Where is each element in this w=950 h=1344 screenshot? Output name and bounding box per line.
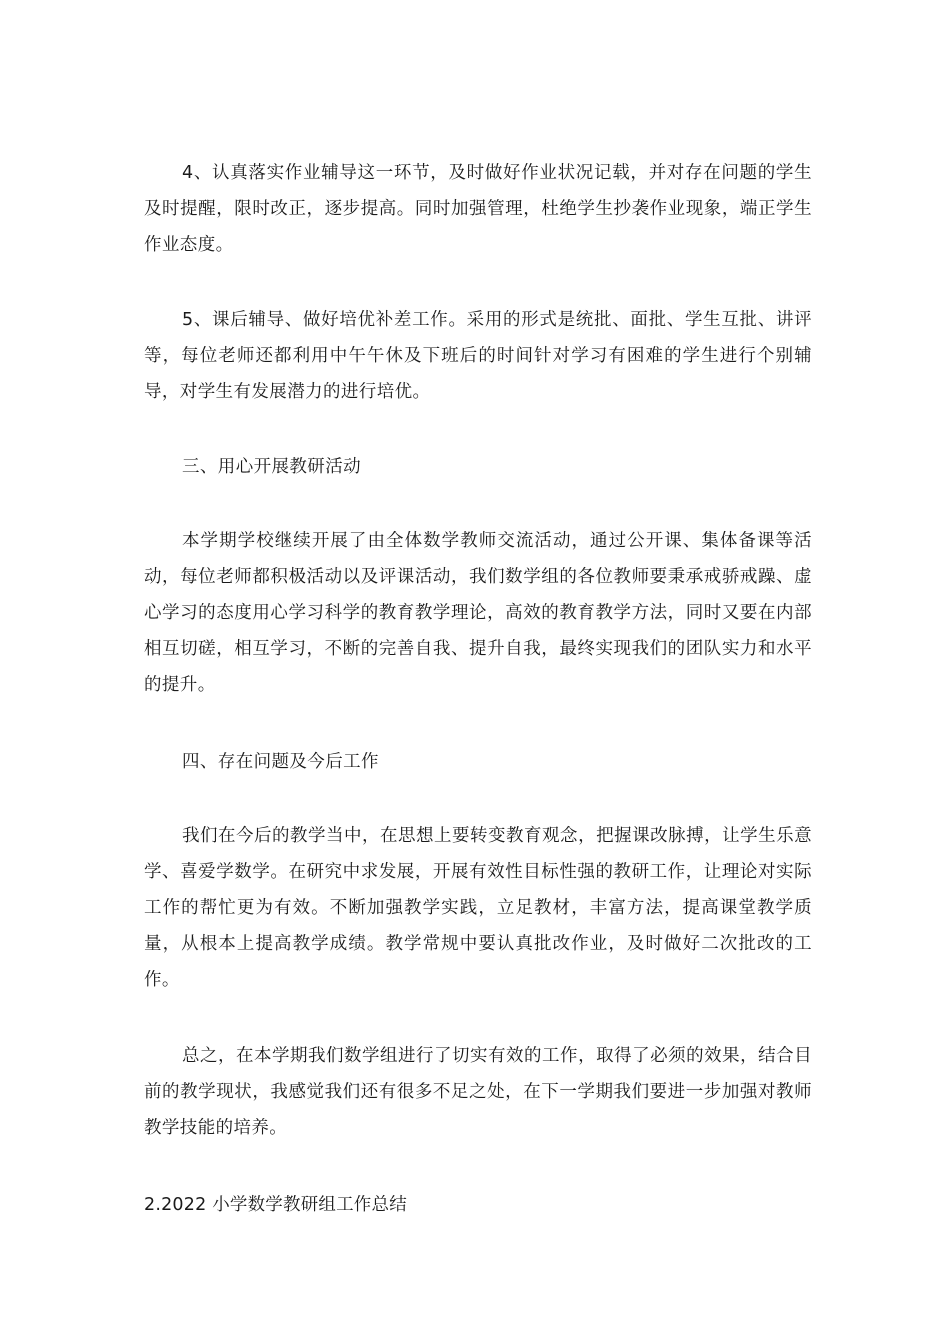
paragraph-summary: 总之，在本学期我们数学组进行了切实有效的工作，取得了必须的效果，结合目前的教学现状，我感觉我们还有很多不足之处，在下一学期我们要进一步加强对教师教学技能的培养。 [144, 1046, 812, 1138]
section-heading-problems-future: 四、存在问题及今后工作 [182, 752, 379, 772]
paragraph-future-work: 我们在今后的教学当中，在思想上要转变教育观念，把握课改脉搏，让学生乐意学、喜爱学数学。在研究中求发展，开展有效性目标性强的教研工作，让理论对实际工作的帮忙更为有效。不断加强教学实践，立足教材，丰富方法，提高课堂教学质量，从根本上提高教学成绩。教学常规中要认真批改作业，及时做好二次批改的工作。 [144, 826, 812, 990]
next-article-title: 2.2022 小学数学教研组工作总结 [144, 1195, 407, 1215]
section-heading-teaching-research: 三、用心开展教研活动 [182, 457, 361, 477]
paragraph-after-class-tutoring: 5、课后辅导、做好培优补差工作。采用的形式是统批、面批、学生互批、讲评等，每位老师还都利用中午午休及下班后的时间针对学习有困难的学生进行个别辅导，对学生有发展潜力的进行培优。 [144, 310, 812, 402]
paragraph-teaching-research: 本学期学校继续开展了由全体数学教师交流活动，通过公开课、集体备课等活动，每位老师都积极活动以及评课活动，我们数学组的各位教师要秉承戒骄戒躁、虚心学习的态度用心学习科学的教育教学理论，高效的教育教学方法，同时又要在内部相互切磋，相互学习，不断的完善自我、提升自我，最终实现我们的团队实力和水平的提升。 [144, 531, 812, 695]
paragraph-homework-tutoring: 4、认真落实作业辅导这一环节，及时做好作业状况记载，并对存在问题的学生及时提醒，限时改正，逐步提高。同时加强管理，杜绝学生抄袭作业现象，端正学生作业态度。 [144, 163, 812, 255]
